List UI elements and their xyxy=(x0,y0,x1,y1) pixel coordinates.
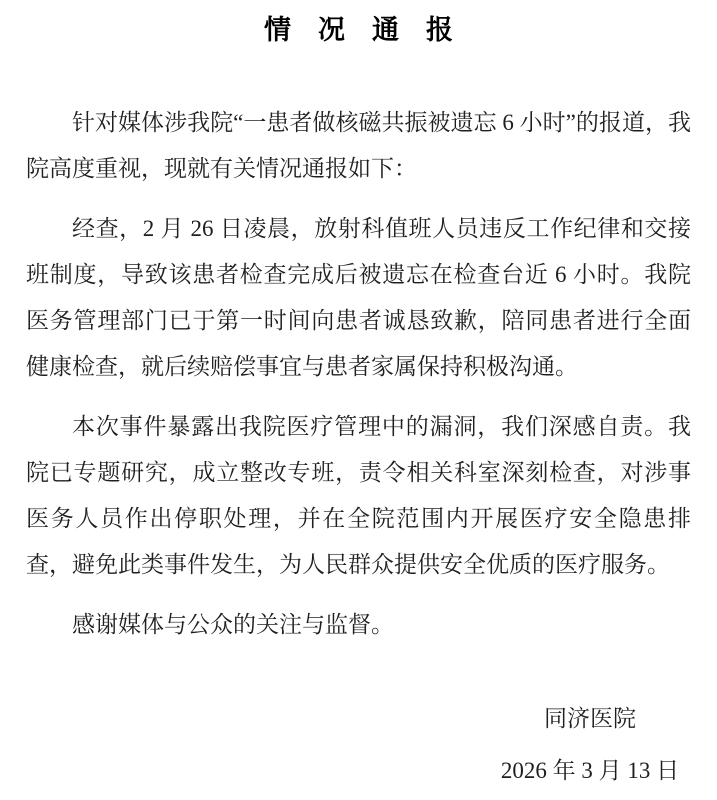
paragraph-investigation: 经查，2 月 26 日凌晨，放射科值班人员违反工作纪律和交接班制度，导致该患者检查完成后被遗忘在检查台近 6 小时。我院医务管理部门已于第一时间向患者诚恳致歉，陪同患者进行全面健康检查，就后续赔偿事宜与患者家属保持积极沟通。 xyxy=(26,216,691,379)
signature-date: 2026 年 3 月 13 日 xyxy=(500,758,680,783)
paragraph-measures: 本次事件暴露出我院医疗管理中的漏洞，我们深感自责。我院已专题研究，成立整改专班，责令相关科室深刻检查，对涉事医务人员作出停职处理，并在全院范围内开展医疗安全隐患排查，避免此类事件发生，为人民群众提供安全优质的医疗服务。 xyxy=(26,414,691,577)
signature-block xyxy=(495,696,685,794)
paragraph-intro: 针对媒体涉我院“一患者做核磁共振被遗忘 6 小时”的报道，我院高度重视，现就有关情况通报如下： xyxy=(26,110,691,181)
signature-organization: 同济医院 xyxy=(544,706,636,731)
paragraph-thanks: 感谢媒体与公众的关注与监督。 xyxy=(72,612,394,637)
document-body xyxy=(26,100,691,648)
document-title: 情 况 通 报 xyxy=(264,15,453,45)
